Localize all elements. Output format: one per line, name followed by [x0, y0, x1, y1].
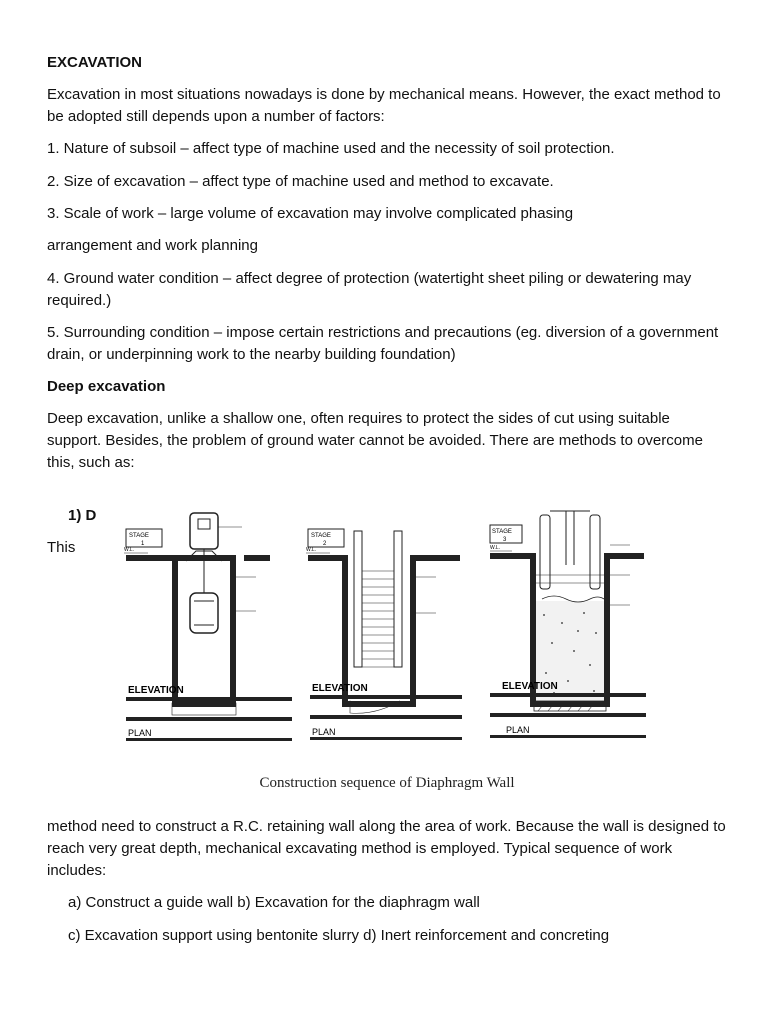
stage-1-wl: W.L.	[124, 547, 135, 553]
stage-1-plan: PLAN	[128, 728, 152, 738]
step-c-d: c) Excavation support using bentonite slurry d) Inert reinforcement and concreting	[68, 927, 610, 944]
document-heading: EXCAVATION	[47, 54, 143, 71]
stage-2-number: 2	[323, 541, 327, 547]
stage-3-wl: W.L.	[490, 545, 501, 551]
factor-1: 1. Nature of subsoil – affect type of machine used and the necessity of soil protection.	[47, 140, 615, 157]
stage-1-label: STAGE	[129, 533, 149, 539]
deep-excavation-heading: Deep excavation	[47, 378, 166, 395]
stage-2-label: STAGE	[311, 533, 331, 539]
stage-1-elevation: ELEVATION	[128, 685, 184, 696]
stage-3-elevation: ELEVATION	[502, 681, 558, 692]
diaphragm-wall-diagram	[114, 505, 660, 805]
diaphragm-wall-figure	[114, 505, 660, 805]
intro-paragraph: Excavation in most situations nowadays is done by mechanical means. However, the exact method to be adopted still depends upon a number of factors:	[47, 86, 721, 125]
stage-3-plan: PLAN	[506, 725, 530, 735]
step-a-b: a) Construct a guide wall b) Excavation for the diaphragm wall	[68, 894, 480, 911]
stage-2-plan: PLAN	[312, 727, 336, 737]
factor-3-continued: arrangement and work planning	[47, 237, 258, 254]
stage-2-wl: W.L.	[306, 547, 317, 553]
stage-3-number: 3	[503, 537, 507, 543]
stage-3-label: STAGE	[492, 529, 512, 535]
stage-2-panel	[306, 529, 462, 740]
stage-1-number: 1	[141, 541, 145, 547]
stage-2-elevation: ELEVATION	[312, 683, 368, 694]
stage-1-panel	[124, 513, 292, 741]
stage-3-panel	[490, 511, 646, 738]
method-paragraph: method need to construct a R.C. retaining wall along the area of work. Because the wall is designed to reach very great depth, mechanical excavating method is employed. Typical sequence of work includes:	[47, 818, 726, 879]
factor-4: 4. Ground water condition – affect degree of protection (watertight sheet piling or dewatering may required.)	[47, 270, 692, 309]
deep-excavation-paragraph: Deep excavation, unlike a shallow one, often requires to protect the sides of cut using suitable support. Besides, the problem of ground water cannot be avoided. There are methods to overcome this, such as:	[47, 410, 703, 471]
this-fragment: This	[47, 539, 76, 556]
list-marker: 1) D	[68, 507, 97, 524]
figure-caption: Construction sequence of Diaphragm Wall	[259, 775, 515, 791]
factor-3: 3. Scale of work – large volume of excavation may involve complicated phasing	[47, 205, 574, 222]
factor-2: 2. Size of excavation – affect type of machine used and method to excavate.	[47, 173, 554, 190]
factor-5: 5. Surrounding condition – impose certain restrictions and precautions (eg. diversion of a government drain, or underpinning work to the nearby building foundation)	[47, 324, 719, 363]
